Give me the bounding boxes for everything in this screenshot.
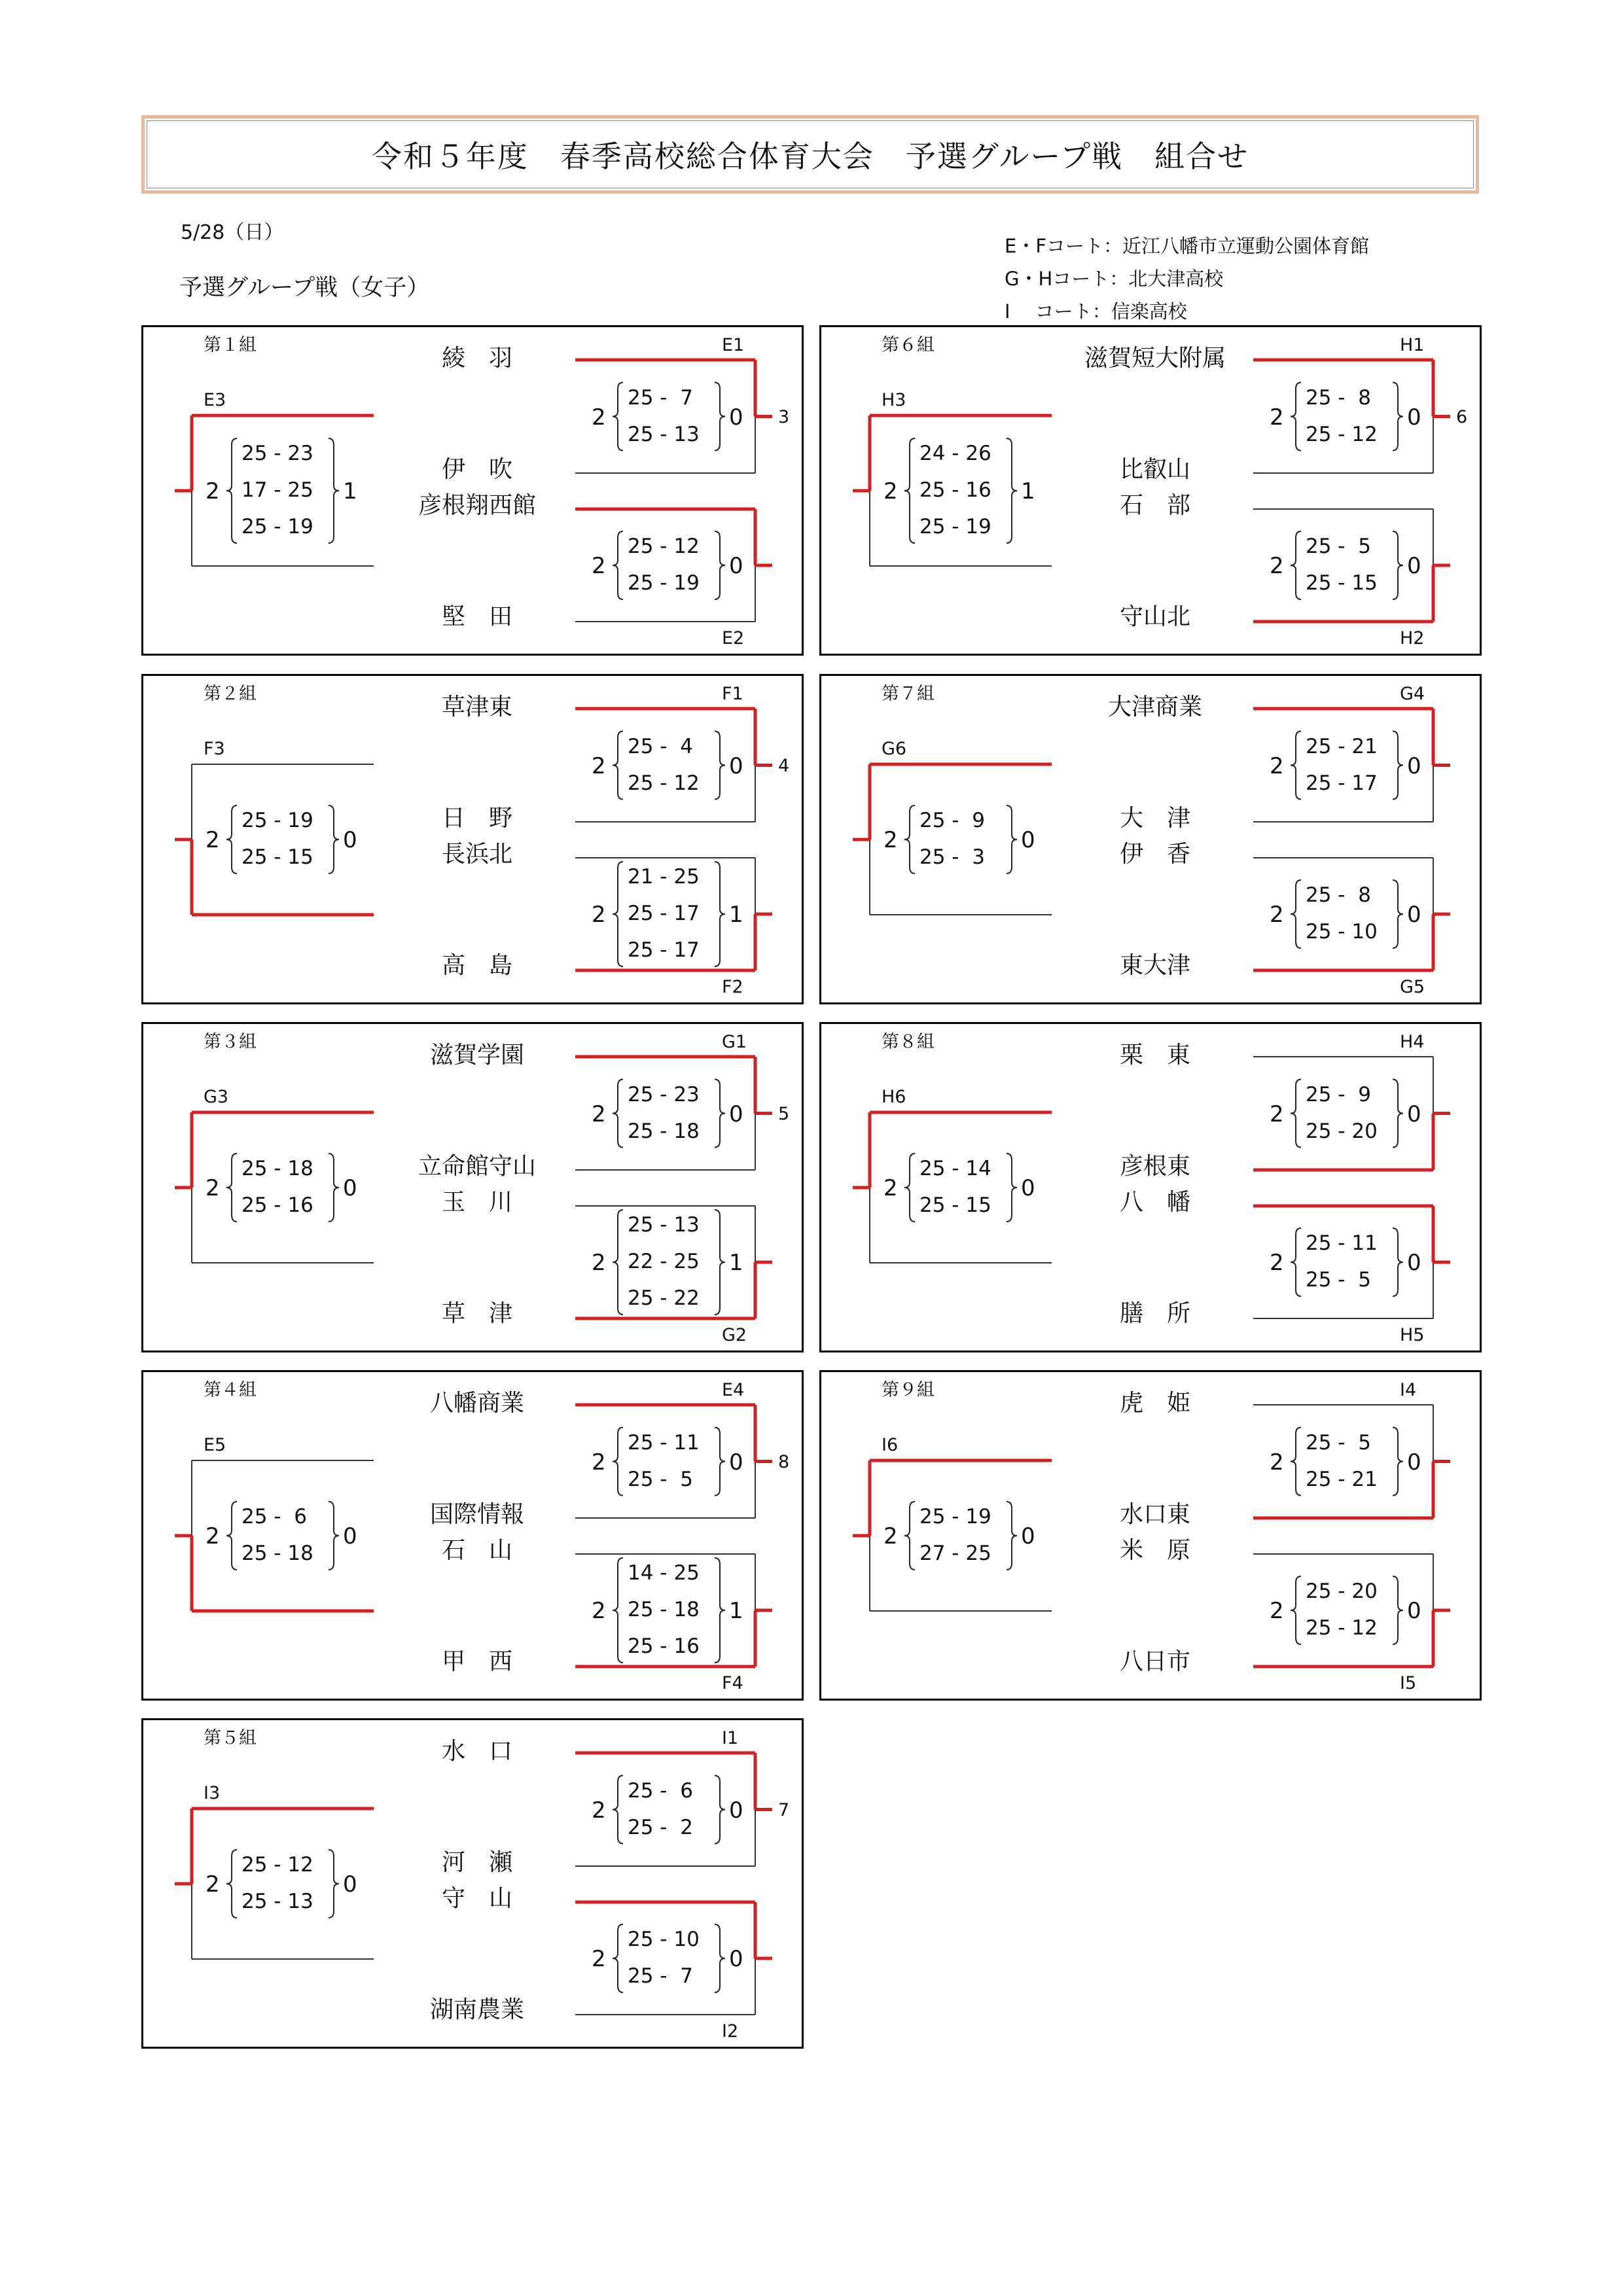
m2-set-score: 25 - 8 [1306,883,1371,907]
group-box [819,1022,1482,1352]
m2-court-code: F4 [722,1673,743,1693]
team-top: 滋賀短大附属 [1084,345,1226,372]
group-box [141,1718,804,2049]
m3-wins: 2 [205,478,220,504]
team-bottom: 堅 田 [441,603,513,630]
team-mid1: 比叡山 [1119,456,1191,483]
m2-wins: 2 [592,1946,606,1972]
m2-wins: 2 [1270,902,1284,928]
team-mid1: 彦根東 [1119,1153,1191,1180]
m3-court-code: G3 [204,1087,229,1107]
team-mid2: 石 山 [441,1537,513,1564]
m1-close-brace [715,732,725,800]
team-mid2: 彦根翔西館 [418,492,537,519]
m2-wins: 2 [1270,553,1284,579]
m1-close-brace [1393,732,1403,800]
m3-court-code: F3 [204,739,225,759]
team-mid1: 水口東 [1119,1501,1191,1528]
m3-set-score: 25 - 19 [919,1505,991,1528]
m1-losses: 0 [1407,404,1421,431]
m1-set-score: 25 - 12 [1306,422,1378,446]
m1-wins: 2 [1270,752,1284,779]
team-top: 栗 東 [1119,1042,1191,1069]
m3-close-brace [329,1154,339,1222]
m1-close-brace [715,1428,725,1496]
m1-set-score: 25 - 5 [1306,1430,1371,1455]
m2-open-brace [613,1210,623,1315]
m1-set-score: 25 - 20 [1306,1119,1378,1143]
m1-losses: 0 [729,1797,743,1824]
title-box [141,115,1479,194]
m1-close-brace [715,1776,725,1844]
m3-wins: 2 [883,1523,898,1549]
m3-court-code: E5 [204,1435,226,1455]
m3-open-brace [226,1850,237,1918]
m1-losses: 0 [729,1449,743,1475]
m2-losses: 0 [1407,1250,1421,1276]
group-name: 第７組 [882,684,935,704]
m1-court-code: G4 [1400,684,1425,704]
m2-set-score: 21 - 25 [628,865,700,889]
m2-court-code: H5 [1400,1325,1425,1345]
m1-court-code: I1 [722,1728,739,1748]
m2-close-brace [1393,1576,1403,1644]
group-box [141,1022,804,1352]
group-box [819,674,1482,1004]
m2-wins: 2 [1270,1598,1284,1624]
m2-court-code: I2 [722,2021,739,2041]
m2-court-code: F2 [722,977,743,997]
m1-set-score: 25 - 13 [628,422,700,446]
team-top: 大津商業 [1107,694,1203,720]
m2-set-score: 25 - 10 [628,1928,700,1951]
court-ef: E・Fコート：近江八幡市立運動公園体育館 [1005,235,1370,257]
m2-set-score: 25 - 12 [628,535,700,558]
m2-set-score: 25 - 17 [628,938,700,962]
m2-set-score: 25 - 5 [1306,1268,1371,1292]
m2-close-brace [715,1210,725,1315]
m1-wins: 2 [592,1449,606,1475]
m1-close-brace [1393,1080,1403,1148]
m2-losses: 0 [1407,902,1421,928]
team-bottom: 草 津 [441,1300,513,1327]
m3-court-code: E3 [204,390,226,410]
m1-court-code: F1 [722,684,743,704]
m1-open-brace [1291,1080,1301,1148]
group-name: 第１組 [204,335,257,355]
team-bottom: 高 島 [441,952,513,979]
team-top: 八幡商業 [429,1390,525,1417]
m3-close-brace [329,1850,339,1918]
m2-close-brace [715,1558,725,1663]
m3-court-code: H6 [882,1087,906,1107]
team-top: 滋賀学園 [429,1042,525,1069]
seed-number: 5 [778,1104,790,1124]
m1-set-score: 25 - 9 [1306,1082,1371,1106]
m1-open-brace [613,1080,623,1148]
m3-set-score: 25 - 15 [919,1193,991,1217]
m2-set-score: 25 - 11 [1306,1231,1378,1255]
m3-set-score: 25 - 6 [241,1505,307,1528]
m1-wins: 2 [592,1797,606,1824]
m1-wins: 2 [1270,1101,1284,1127]
m1-court-code: I4 [1400,1380,1417,1400]
m2-losses: 0 [729,553,743,579]
m3-court-code: I3 [204,1783,221,1803]
m1-wins: 2 [1270,1449,1284,1475]
m1-losses: 0 [1407,1449,1421,1475]
m3-set-score: 25 - 12 [241,1853,313,1877]
m3-losses: 0 [1021,1523,1035,1549]
team-mid1: 大 津 [1119,805,1191,832]
m2-court-code: G5 [1400,977,1425,997]
m1-losses: 0 [729,752,743,779]
date-label: 5/28（日） [181,221,284,244]
m2-losses: 1 [729,902,743,928]
m1-set-score: 25 - 21 [1306,1467,1378,1491]
group-box [141,674,804,1004]
m2-set-score: 25 - 22 [628,1286,700,1310]
m3-losses: 0 [343,1175,357,1201]
m3-court-code: I6 [882,1435,899,1455]
m1-losses: 0 [729,404,743,431]
seed-number: 7 [778,1800,790,1820]
m1-close-brace [715,383,725,451]
m3-set-score: 24 - 26 [919,442,991,465]
m1-set-score: 25 - 12 [628,771,700,795]
m3-set-score: 17 - 25 [241,478,313,502]
m1-set-score: 25 - 2 [628,1815,693,1839]
m2-court-code: H2 [1400,628,1425,648]
m3-set-score: 25 - 3 [919,845,985,869]
m2-close-brace [1393,531,1403,599]
m3-close-brace [1007,805,1017,874]
group-box [141,325,804,656]
m2-close-brace [715,531,725,599]
m2-court-code: I5 [1400,1673,1417,1693]
team-top: 草津東 [441,694,513,720]
seed-number: 3 [778,407,790,427]
team-bottom: 甲 西 [441,1648,513,1675]
m2-set-score: 25 - 5 [1306,535,1371,558]
m3-set-score: 25 - 14 [919,1157,991,1180]
m1-court-code: H1 [1400,335,1425,355]
m1-open-brace [613,1428,623,1496]
m1-set-score: 25 - 21 [1306,734,1378,758]
group-name: 第６組 [882,335,935,355]
m3-set-score: 25 - 19 [241,809,313,832]
team-mid1: 伊 吹 [441,456,513,483]
m3-set-score: 27 - 25 [919,1542,991,1565]
m1-close-brace [1393,383,1403,451]
section-title: 予選グループ戦（女子） [179,275,430,301]
m2-court-code: E2 [722,628,745,648]
m2-close-brace [715,1924,725,1992]
m3-close-brace [329,438,339,543]
m3-wins: 2 [883,1175,898,1201]
m2-wins: 2 [592,1598,606,1624]
team-top: 虎 姫 [1119,1390,1191,1417]
m2-set-score: 25 - 13 [628,1213,700,1237]
m1-set-score: 25 - 6 [628,1778,693,1803]
m1-close-brace [715,1080,725,1148]
group-name: 第４組 [204,1380,257,1400]
m3-close-brace [1007,1502,1017,1570]
team-bottom: 膳 所 [1119,1300,1191,1327]
group-box [819,325,1482,656]
m3-losses: 0 [343,1871,357,1898]
m3-wins: 2 [205,827,220,853]
group-name: 第３組 [204,1032,257,1052]
m2-close-brace [1393,880,1403,948]
m3-close-brace [329,805,339,874]
m1-open-brace [1291,1428,1301,1496]
m1-set-score: 25 - 8 [1306,385,1371,410]
m3-wins: 2 [205,1175,220,1201]
m2-set-score: 25 - 20 [1306,1580,1378,1603]
team-bottom: 守山北 [1119,603,1191,630]
m3-court-code: H3 [882,390,906,410]
m1-set-score: 25 - 7 [628,385,693,410]
m3-set-score: 25 - 19 [241,515,313,539]
m3-set-score: 25 - 13 [241,1890,313,1913]
m1-set-score: 25 - 4 [628,734,693,758]
m2-wins: 2 [592,902,606,928]
m3-set-score: 25 - 16 [241,1193,313,1217]
page-title: 令和５年度 春季高校総合体育大会 予選グループ戦 組合せ [371,139,1249,174]
m3-losses: 1 [1021,478,1035,504]
m3-losses: 0 [1021,1175,1035,1201]
m3-open-brace [226,1502,237,1570]
m2-open-brace [613,1558,623,1663]
m2-set-score: 25 - 7 [628,1964,693,1988]
court-gh: G・Hコート：北大津高校 [1005,268,1224,290]
team-mid2: 守 山 [441,1885,513,1912]
m3-losses: 0 [343,827,357,853]
m3-set-score: 25 - 18 [241,1157,313,1180]
m3-losses: 1 [343,478,357,504]
m2-set-score: 14 - 25 [628,1561,700,1585]
m3-set-score: 25 - 9 [919,809,985,832]
m2-open-brace [1291,1576,1301,1644]
m3-set-score: 25 - 18 [241,1542,313,1565]
m2-losses: 0 [1407,553,1421,579]
m3-wins: 2 [205,1523,220,1549]
m2-open-brace [613,1924,623,1992]
m2-losses: 0 [1407,1598,1421,1624]
group-name: 第２組 [204,684,257,704]
m1-court-code: G1 [722,1032,747,1052]
m2-set-score: 25 - 19 [628,571,700,595]
team-bottom: 湖南農業 [429,1996,525,2023]
team-mid2: 伊 香 [1119,841,1191,868]
group-box [141,1370,804,1701]
m1-court-code: E1 [722,335,745,355]
m2-close-brace [1393,1228,1403,1296]
m1-set-score: 25 - 23 [628,1082,700,1106]
court-i: I コート：信楽高校 [1005,300,1187,323]
m3-close-brace [329,1502,339,1570]
m1-open-brace [1291,383,1301,451]
m2-set-score: 25 - 16 [628,1634,700,1658]
m3-set-score: 25 - 23 [241,442,313,465]
team-mid2: 米 原 [1119,1537,1191,1564]
team-mid1: 河 瀬 [441,1849,513,1876]
m1-open-brace [613,732,623,800]
m3-wins: 2 [205,1871,220,1898]
m3-open-brace [226,438,237,543]
m2-losses: 1 [729,1250,743,1276]
m2-court-code: G2 [722,1325,747,1345]
m3-set-score: 25 - 16 [919,478,991,502]
m1-close-brace [1393,1428,1403,1496]
group-name: 第９組 [882,1380,935,1400]
m3-open-brace [904,1502,915,1570]
team-mid2: 玉 川 [441,1189,513,1216]
m1-set-score: 25 - 18 [628,1119,700,1143]
m3-wins: 2 [883,478,898,504]
m3-wins: 2 [883,827,898,853]
m1-open-brace [1291,732,1301,800]
m1-open-brace [613,383,623,451]
team-mid2: 石 部 [1119,492,1191,519]
m2-set-score: 25 - 10 [1306,920,1378,944]
m2-wins: 2 [592,1250,606,1276]
team-mid2: 長浜北 [441,841,513,868]
m3-court-code: G6 [882,739,907,759]
m2-open-brace [613,862,623,966]
m3-losses: 0 [343,1523,357,1549]
team-top: 綾 羽 [441,345,513,372]
seed-number: 6 [1456,407,1468,427]
m3-open-brace [226,1154,237,1222]
team-mid1: 立命館守山 [418,1153,537,1180]
team-mid1: 日 野 [441,805,513,832]
m1-losses: 0 [1407,752,1421,779]
m1-wins: 2 [592,752,606,779]
team-top: 水 口 [441,1738,513,1765]
seed-number: 4 [778,756,790,776]
m2-wins: 2 [1270,1250,1284,1276]
m1-court-code: E4 [722,1380,745,1400]
m2-losses: 1 [729,1598,743,1624]
m2-set-score: 25 - 12 [1306,1616,1378,1640]
m3-set-score: 25 - 15 [241,845,313,869]
m2-set-score: 25 - 18 [628,1598,700,1621]
m1-wins: 2 [592,404,606,431]
team-bottom: 八日市 [1119,1648,1191,1675]
m3-set-score: 25 - 19 [919,515,991,539]
m1-wins: 2 [1270,404,1284,431]
m2-open-brace [1291,880,1301,948]
m1-set-score: 25 - 5 [628,1467,693,1491]
m3-open-brace [226,805,237,874]
m1-set-score: 25 - 11 [628,1430,700,1455]
m1-losses: 0 [1407,1101,1421,1127]
seed-number: 8 [778,1452,790,1472]
m3-losses: 0 [1021,827,1035,853]
m3-close-brace [1007,438,1017,543]
m2-open-brace [1291,531,1301,599]
m3-close-brace [1007,1154,1017,1222]
m1-open-brace [613,1776,623,1844]
m3-open-brace [904,805,915,874]
group-box [819,1370,1482,1701]
m2-losses: 0 [729,1946,743,1972]
m1-court-code: H4 [1400,1032,1425,1052]
m2-set-score: 25 - 17 [628,902,700,925]
m1-wins: 2 [592,1101,606,1127]
team-bottom: 東大津 [1119,952,1191,979]
m1-set-score: 25 - 17 [1306,771,1378,795]
group-name: 第８組 [882,1032,935,1052]
m2-wins: 2 [592,553,606,579]
m2-set-score: 22 - 25 [628,1250,700,1273]
m1-losses: 0 [729,1101,743,1127]
team-mid1: 国際情報 [429,1501,525,1528]
m2-set-score: 25 - 15 [1306,571,1378,595]
m3-open-brace [904,438,915,543]
team-mid2: 八 幡 [1119,1189,1191,1216]
m2-close-brace [715,862,725,966]
m2-open-brace [1291,1228,1301,1296]
m2-open-brace [613,531,623,599]
group-name: 第５組 [204,1728,257,1748]
m3-open-brace [904,1154,915,1222]
